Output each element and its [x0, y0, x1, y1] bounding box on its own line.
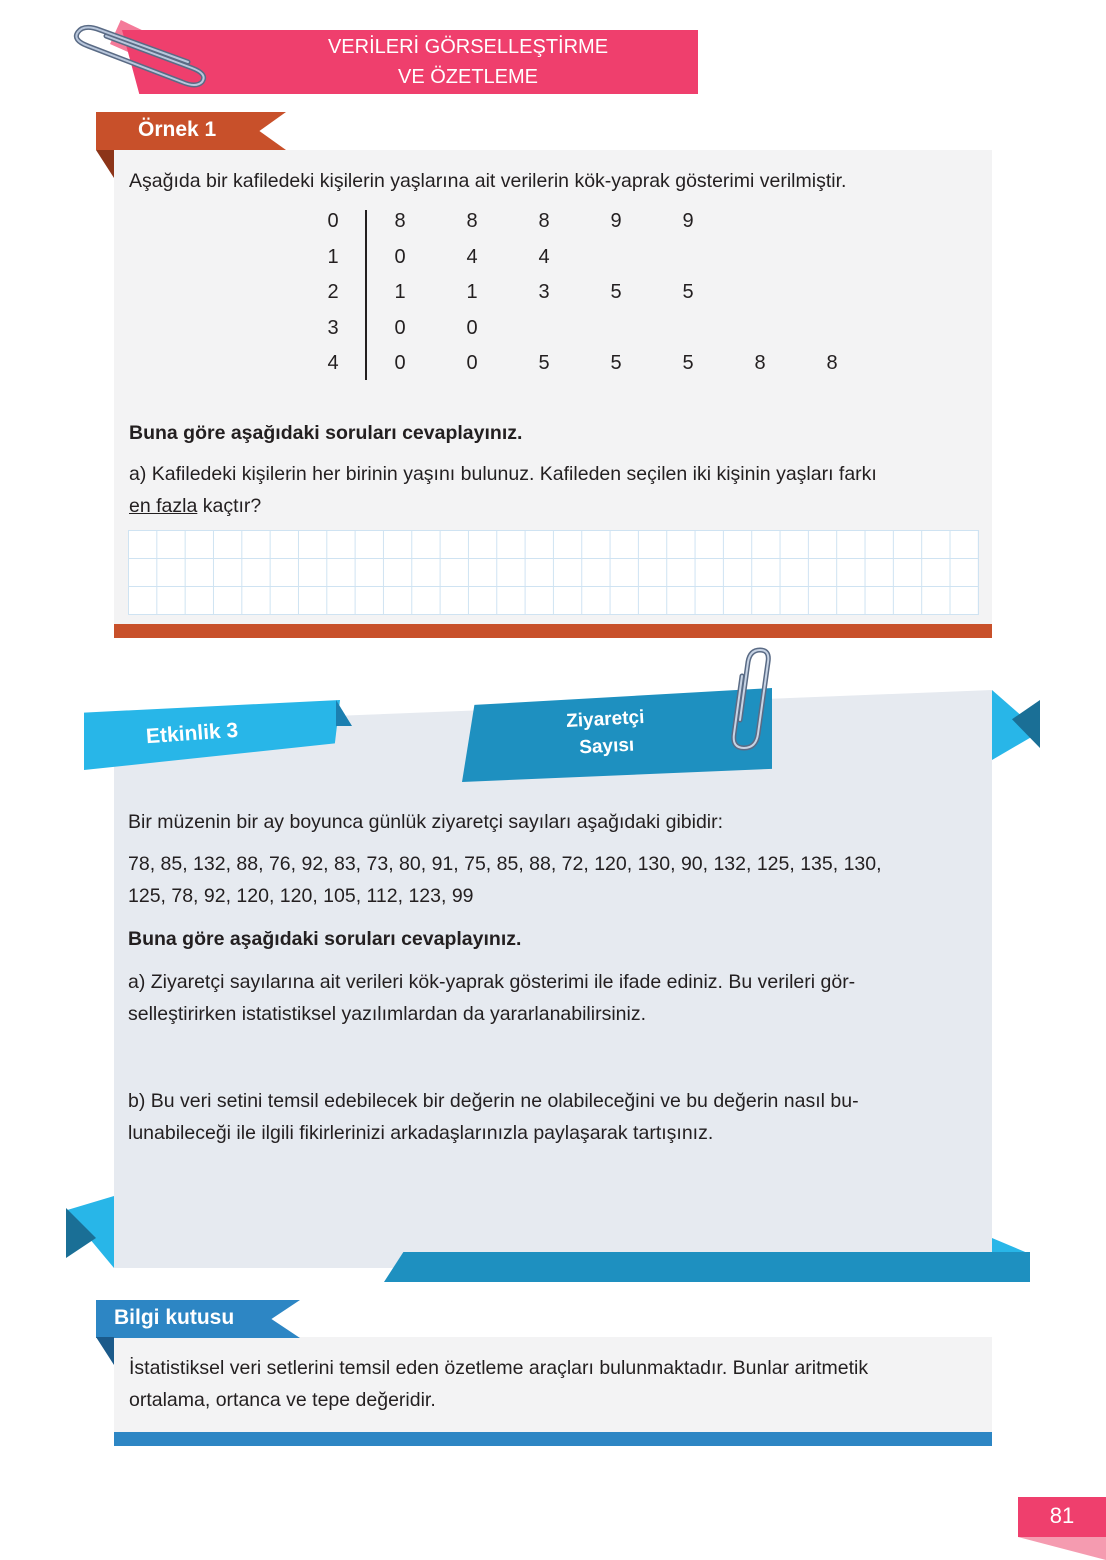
stem-4: 4 — [327, 352, 339, 374]
leaf: 0 — [394, 316, 406, 339]
info-bottom-bar — [114, 1432, 992, 1446]
chapter-title — [230, 32, 706, 92]
chapter-title-line1: VERİLERİ GÖRSELLEŞTİRME — [327, 36, 609, 58]
leaf: 5 — [610, 281, 622, 303]
leaf: 8 — [394, 210, 406, 232]
leaf: 0 — [466, 352, 478, 374]
leaf: 0 — [394, 352, 406, 374]
leaf: 5 — [682, 281, 694, 303]
leaf: 8 — [826, 352, 838, 374]
activity-question-b-line2: lunabileceği ile ilgili fikirlerinizi arkadaşlarınızla paylaşarak tartışınız. — [128, 1122, 714, 1144]
leaf: 8 — [466, 210, 478, 232]
activity-question-b-line1: b) Bu veri setini temsil edebilecek bir değerin ne olabileceğini ve bu değerin nasıl bu- — [128, 1090, 859, 1112]
leaf: 4 — [466, 245, 478, 268]
example-bottom-bar — [114, 624, 992, 638]
leaf: 5 — [610, 352, 622, 374]
leaf: 8 — [754, 352, 766, 374]
activity-question-a — [128, 966, 988, 1030]
leaf: 9 — [682, 210, 694, 232]
activity-question-a-line1: a) Ziyaretçi sayılarına ait verileri kök-yaprak gösterimi ile ifade ediniz. Bu verileri gör- — [128, 971, 856, 993]
activity-question-b — [128, 1085, 988, 1149]
example-instruction: Buna göre aşağıdaki soruları cevaplayınız. — [129, 422, 523, 444]
example-question-a-line2 — [129, 490, 989, 522]
stem-3: 3 — [327, 316, 339, 339]
stem-2: 2 — [327, 281, 339, 303]
paperclip-icon — [722, 646, 778, 752]
chapter-title-line2: VE ÖZETLEME — [397, 66, 539, 88]
activity-tag-label: Etkinlik 3 — [145, 718, 239, 749]
leaf: 3 — [538, 281, 550, 303]
visitor-data — [128, 848, 988, 912]
example-intro: Aşağıda bir kafiledeki kişilerin yaşlarına ait verilerin kök-yaprak gösterimi verilmiştir. — [129, 170, 847, 192]
page-number: 81 — [1018, 1497, 1106, 1537]
emphasis-en-fazla: en fazla — [129, 495, 198, 517]
answer-grid[interactable] — [128, 530, 979, 615]
leaf: 8 — [538, 210, 550, 232]
stem-1: 1 — [327, 245, 339, 268]
leaf: 5 — [538, 352, 550, 374]
leaf: 5 — [682, 352, 694, 374]
example-tag-label: Örnek 1 — [138, 118, 217, 141]
info-tag-label: Bilgi kutusu — [114, 1306, 235, 1329]
info-text-line1: İstatistiksel veri setlerini temsil eden özetleme araçları bulunmaktadır. Bunlar aritmetik — [129, 1357, 869, 1379]
visitor-data-line2: 125, 78, 92, 120, 120, 105, 112, 123, 99 — [128, 885, 474, 907]
info-text-line2: ortalama, ortanca ve tepe değeridir. — [129, 1389, 436, 1411]
leaf: 0 — [394, 245, 406, 268]
paperclip-icon — [66, 22, 216, 88]
example-question-a — [129, 458, 989, 522]
activity-question-a-line2: selleştirirken istatistiksel yazılımlardan da yararlanabilirsiniz. — [128, 1003, 647, 1025]
leaf: 0 — [466, 316, 478, 339]
info-text — [129, 1352, 989, 1416]
activity-title — [539, 703, 674, 764]
activity-bottom-tip — [992, 1238, 1030, 1254]
page-number-fold — [1018, 1537, 1106, 1560]
leaf: 1 — [394, 281, 406, 303]
stem-leaf-divider — [365, 210, 367, 380]
example-question-a-end: kaçtır? — [197, 495, 262, 517]
activity-intro: Bir müzenin bir ay boyunca günlük ziyaretçi sayıları aşağıdaki gibidir: — [128, 811, 724, 833]
info-tag-fold — [96, 1337, 114, 1365]
leaf: 1 — [466, 281, 478, 303]
leaf: 9 — [610, 210, 622, 232]
visitor-data-line1: 78, 85, 132, 88, 76, 92, 83, 73, 80, 91, 75, 85, 88, 72, 120, 130, 90, 132, 125, 135, 130, — [128, 853, 882, 875]
example-question-a-line1: a) Kafiledeki kişilerin her birinin yaşını bulunuz. Kafileden seçilen iki kişinin yaşları farkı — [129, 463, 877, 485]
example-tag-fold — [96, 150, 114, 178]
activity-instruction: Buna göre aşağıdaki soruları cevaplayınız. — [128, 928, 522, 950]
activity-bottom-bar — [384, 1252, 1030, 1282]
activity-title-line1: Ziyaretçi — [565, 706, 645, 733]
activity-title-line2: Sayısı — [578, 734, 635, 759]
stem-0: 0 — [327, 210, 339, 232]
leaf: 4 — [538, 245, 550, 268]
